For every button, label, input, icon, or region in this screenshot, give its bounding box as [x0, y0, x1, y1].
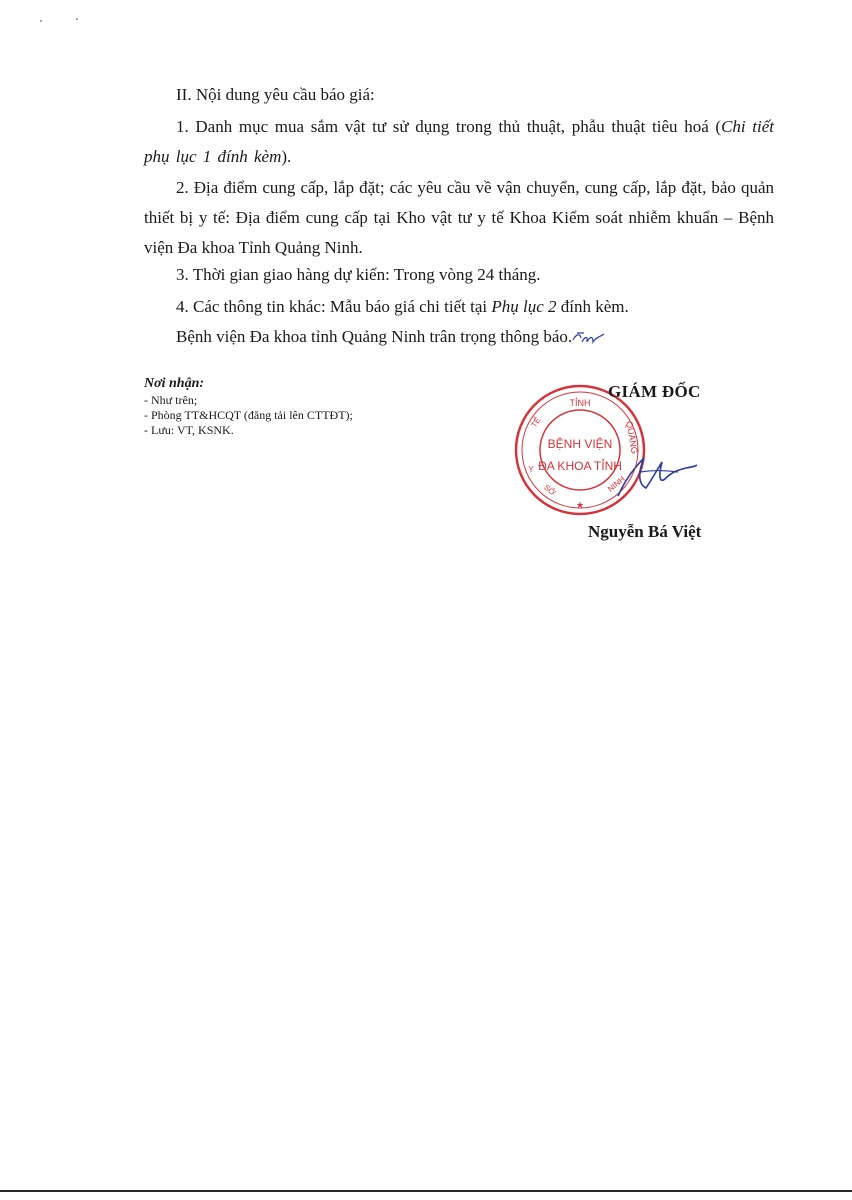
- seal-ring-bottom-right: NINH: [606, 474, 627, 494]
- item-1-text: 1. Danh mục mua sắm vật tư sử dụng trong thủ thuật, phẫu thuật tiêu hoá (: [176, 117, 722, 136]
- recipient-item: - Lưu: VT, KSNK.: [144, 423, 234, 437]
- item-4-text: 4. Các thông tin khác: Mẫu báo giá chi tiết tại: [176, 297, 492, 316]
- seal-ring-top: TỈNH: [569, 398, 591, 408]
- seal-ring-left-lower: Y: [528, 465, 534, 474]
- recipient-item: - Phòng TT&HCQT (đăng tải lên CTTĐT);: [144, 408, 353, 422]
- item-4-appendix-ref: Phụ lục 2: [491, 297, 557, 316]
- recipient-item: - Như trên;: [144, 393, 198, 407]
- scan-speck: [40, 20, 42, 22]
- scan-speck: [76, 18, 78, 20]
- closing-text: Bệnh viện Đa khoa tỉnh Quảng Ninh trân trọng thông báo.: [176, 327, 573, 346]
- seal-center-line-2: ĐA KHOA TỈNH: [538, 459, 622, 473]
- item-4-paragraph: [144, 292, 774, 322]
- director-title: GIÁM ĐỐC: [608, 382, 701, 401]
- page-bottom-rule: [0, 1190, 852, 1192]
- item-2-paragraph: 2. Địa điểm cung cấp, lắp đặt; các yêu cầu về vận chuyển, cung cấp, lắp đặt, bảo quản thiết bị y tế: Địa điểm cung cấp tại Kho vật tư y tế Khoa Kiểm soát nhiễm khuẩn – Bệnh viện Đa khoa Tỉnh Quảng Ninh.: [144, 178, 774, 257]
- signature-block: [508, 378, 748, 558]
- recipients-block: [144, 375, 464, 438]
- section-heading: II. Nội dung yêu cầu báo giá:: [176, 85, 375, 104]
- recipients-title: Nơi nhận:: [144, 376, 205, 391]
- closing-paragraph: [144, 322, 774, 352]
- seal-ring-right: QUẢNG: [624, 420, 640, 455]
- item-4-text-end: đính kèm.: [556, 297, 629, 316]
- seal-center-line-1: BỆNH VIỆN: [547, 437, 613, 451]
- seal-star-icon: ★: [575, 501, 585, 511]
- item-3-paragraph: 3. Thời gian giao hàng dự kiến: Trong vòng 24 tháng.: [176, 265, 541, 284]
- seal-ring-left: TẾ: [529, 415, 543, 430]
- item-1-paragraph: [144, 112, 774, 172]
- recipients-list: [144, 393, 464, 438]
- item-1-appendix-ref: Chi tiết phụ lục 1 đính kèm: [144, 117, 774, 166]
- initial-mark-icon: [572, 330, 606, 346]
- director-name: Nguyễn Bá Việt: [588, 522, 702, 541]
- seal-ring-bottom-left: SỞ: [542, 482, 558, 498]
- handwritten-signature-icon: [608, 448, 698, 508]
- item-1-text-end: ).: [281, 147, 292, 166]
